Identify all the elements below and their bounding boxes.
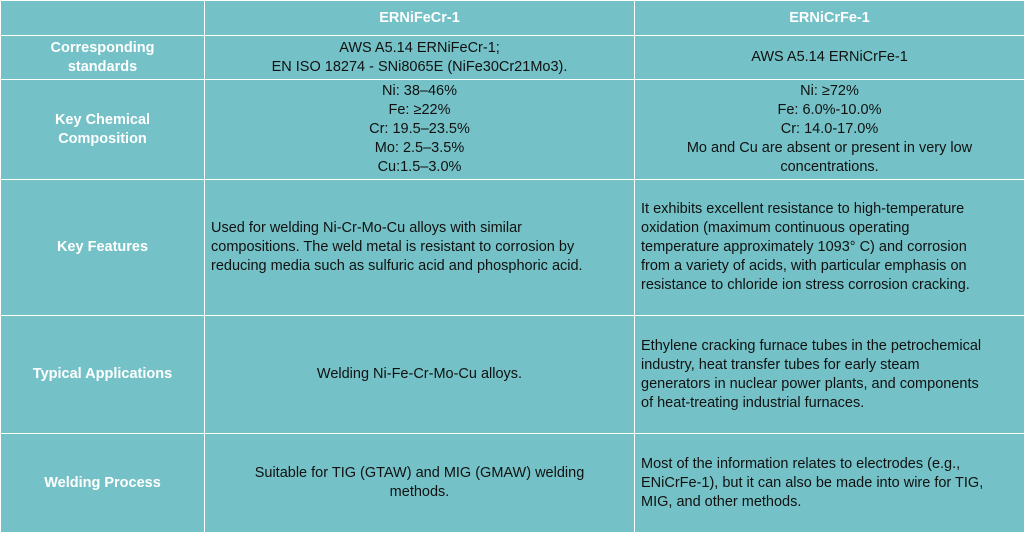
cell-line: reducing media such as sulfuric acid and phosphoric acid. bbox=[211, 257, 628, 276]
cell-features-ernicrfe1 bbox=[635, 180, 1024, 316]
cell-standards-ernicrfe1 bbox=[635, 36, 1024, 80]
cell-applications-ernifecr1 bbox=[205, 316, 635, 434]
cell-line: from a variety of acids, with particular emphasis on bbox=[641, 257, 1018, 276]
cell-applications-ernicrfe1 bbox=[635, 316, 1024, 434]
cell-chemistry-ernicrfe1 bbox=[635, 80, 1024, 180]
cell-process-ernifecr1 bbox=[205, 434, 635, 533]
label-line: standards bbox=[7, 58, 198, 77]
table-row-features bbox=[1, 180, 1024, 316]
cell-line: Ethylene cracking furnace tubes in the petrochemical bbox=[641, 337, 1018, 356]
cell-line: Welding Ni-Fe-Cr-Mo-Cu alloys. bbox=[211, 365, 628, 384]
label-line: Composition bbox=[7, 130, 198, 149]
label-line: Key Chemical bbox=[7, 111, 198, 130]
cell-line: Ni: 38–46% bbox=[211, 82, 628, 101]
table-row-process bbox=[1, 434, 1024, 533]
cell-line: oxidation (maximum continuous operating bbox=[641, 219, 1018, 238]
label-line: Typical Applications bbox=[7, 365, 198, 384]
cell-line: Cu:1.5–3.0% bbox=[211, 158, 628, 177]
row-label-features bbox=[1, 180, 205, 316]
cell-line: Fe: 6.0%-10.0% bbox=[641, 101, 1018, 120]
cell-line: temperature approximately 1093° C) and corrosion bbox=[641, 238, 1018, 257]
row-label-process bbox=[1, 434, 205, 533]
cell-line: Cr: 19.5–23.5% bbox=[211, 120, 628, 139]
row-label-standards bbox=[1, 36, 205, 80]
table-row-chemistry bbox=[1, 80, 1024, 180]
cell-features-ernifecr1 bbox=[205, 180, 635, 316]
cell-line: Suitable for TIG (GTAW) and MIG (GMAW) welding bbox=[211, 464, 628, 483]
cell-line: of heat-treating industrial furnaces. bbox=[641, 394, 1018, 413]
column-header-ernicrfe1: ERNiCrFe-1 bbox=[635, 1, 1024, 36]
cell-line: AWS A5.14 ERNiFeCr-1; bbox=[211, 39, 628, 58]
cell-line: MIG, and other methods. bbox=[641, 493, 1018, 512]
table-row-applications bbox=[1, 316, 1024, 434]
cell-line: industry, heat transfer tubes for early steam bbox=[641, 356, 1018, 375]
cell-line: concentrations. bbox=[641, 158, 1018, 177]
label-line: Key Features bbox=[7, 238, 198, 257]
row-label-applications bbox=[1, 316, 205, 434]
cell-line: Ni: ≥72% bbox=[641, 82, 1018, 101]
corner-header-cell bbox=[1, 1, 205, 36]
table-row-standards bbox=[1, 36, 1024, 80]
cell-line: compositions. The weld metal is resistant to corrosion by bbox=[211, 238, 628, 257]
cell-line: AWS A5.14 ERNiCrFe-1 bbox=[641, 48, 1018, 67]
cell-standards-ernifecr1 bbox=[205, 36, 635, 80]
cell-line: Mo and Cu are absent or present in very low bbox=[641, 139, 1018, 158]
row-label-chemistry bbox=[1, 80, 205, 180]
header-row bbox=[1, 1, 1024, 36]
label-line: Corresponding bbox=[7, 39, 198, 58]
cell-line: ENiCrFe-1), but it can also be made into wire for TIG, bbox=[641, 474, 1018, 493]
cell-line: Used for welding Ni-Cr-Mo-Cu alloys with similar bbox=[211, 219, 628, 238]
cell-line: resistance to chloride ion stress corrosion cracking. bbox=[641, 276, 1018, 295]
cell-line: It exhibits excellent resistance to high-temperature bbox=[641, 200, 1018, 219]
column-header-ernifecr1: ERNiFeCr-1 bbox=[205, 1, 635, 36]
cell-line: Cr: 14.0-17.0% bbox=[641, 120, 1018, 139]
cell-chemistry-ernifecr1 bbox=[205, 80, 635, 180]
cell-line: generators in nuclear power plants, and components bbox=[641, 375, 1018, 394]
cell-line: Fe: ≥22% bbox=[211, 101, 628, 120]
cell-line: methods. bbox=[211, 483, 628, 502]
label-line: Welding Process bbox=[7, 474, 198, 493]
cell-line: Most of the information relates to electrodes (e.g., bbox=[641, 455, 1018, 474]
cell-process-ernicrfe1 bbox=[635, 434, 1024, 533]
cell-line: EN ISO 18274 - SNi8065E (NiFe30Cr21Mo3). bbox=[211, 58, 628, 77]
cell-line: Mo: 2.5–3.5% bbox=[211, 139, 628, 158]
